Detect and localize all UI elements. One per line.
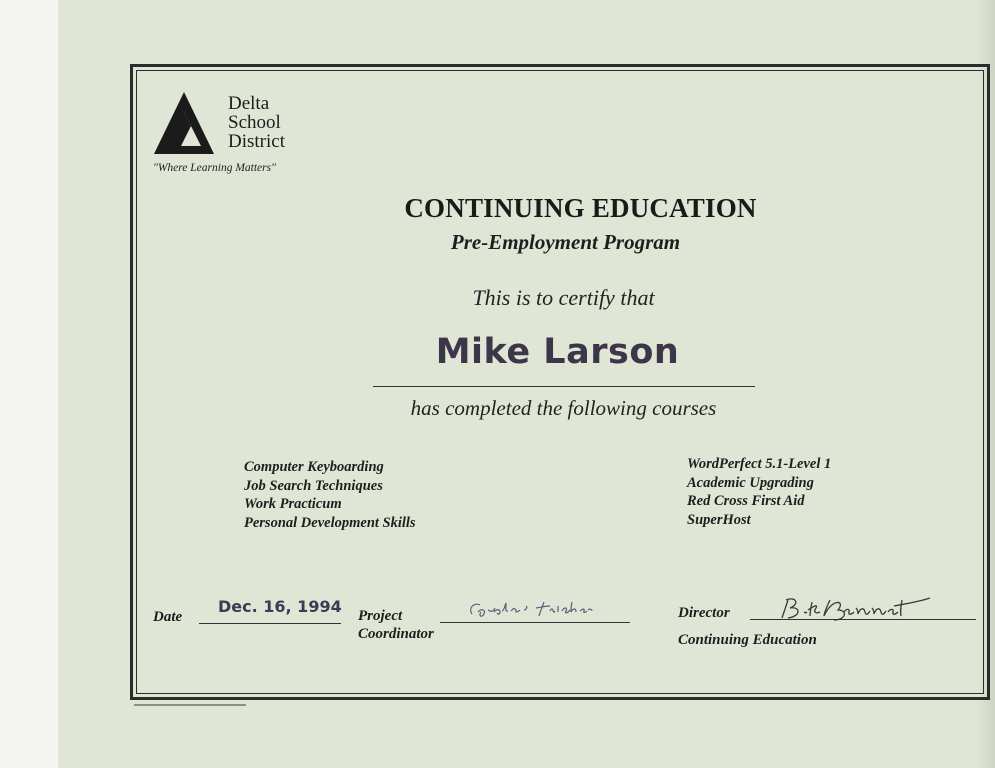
organization-name-line: District xyxy=(228,131,285,152)
director-title: Continuing Education xyxy=(678,632,817,648)
project-coordinator-line xyxy=(440,622,630,623)
course-item: Computer Keyboarding xyxy=(244,459,384,475)
program-name xyxy=(0,230,995,255)
director-label: Director xyxy=(678,605,730,621)
certificate-title-text: CONTINUING EDUCATION xyxy=(404,193,757,223)
certificate-title xyxy=(0,193,995,224)
organization-name-line: School xyxy=(228,112,281,133)
recipient-name-text: Mike Larson xyxy=(435,332,680,372)
project-coordinator-signature xyxy=(466,598,616,624)
course-item: Personal Development Skills xyxy=(244,514,416,531)
date-label: Date xyxy=(153,609,183,625)
project-coordinator-label-line2: Coordinator xyxy=(358,626,434,642)
delta-triangle-logo-icon xyxy=(154,92,214,154)
program-name-text: Pre-Employment Program xyxy=(450,230,681,254)
recipient-name xyxy=(0,332,995,372)
course-list-left xyxy=(244,458,416,532)
course-item: SuperHost xyxy=(687,511,751,528)
print-code-mark xyxy=(134,703,246,707)
organization-motto: "Where Learning Matters" xyxy=(153,162,276,174)
date-value: Dec. 16, 1994 xyxy=(218,597,342,616)
completed-statement-text: has completed the following courses xyxy=(410,396,717,420)
project-coordinator-label-line1: Project xyxy=(358,608,403,624)
date-line xyxy=(199,623,341,624)
course-item: Academic Upgrading xyxy=(687,474,814,491)
course-item: Job Search Techniques xyxy=(244,477,383,494)
course-item: WordPerfect 5.1-Level 1 xyxy=(687,456,832,472)
organization-name-line: Delta xyxy=(228,93,270,114)
certify-statement xyxy=(0,285,995,311)
organization-name xyxy=(228,94,285,151)
director-line xyxy=(750,619,976,620)
course-list-right xyxy=(687,455,831,529)
recipient-name-underline xyxy=(373,386,755,387)
certify-statement-text: This is to certify that xyxy=(472,285,655,310)
course-item: Red Cross First Aid xyxy=(687,493,805,509)
director-signature xyxy=(778,594,958,622)
completed-statement xyxy=(0,396,995,421)
course-item: Work Practicum xyxy=(244,496,342,512)
